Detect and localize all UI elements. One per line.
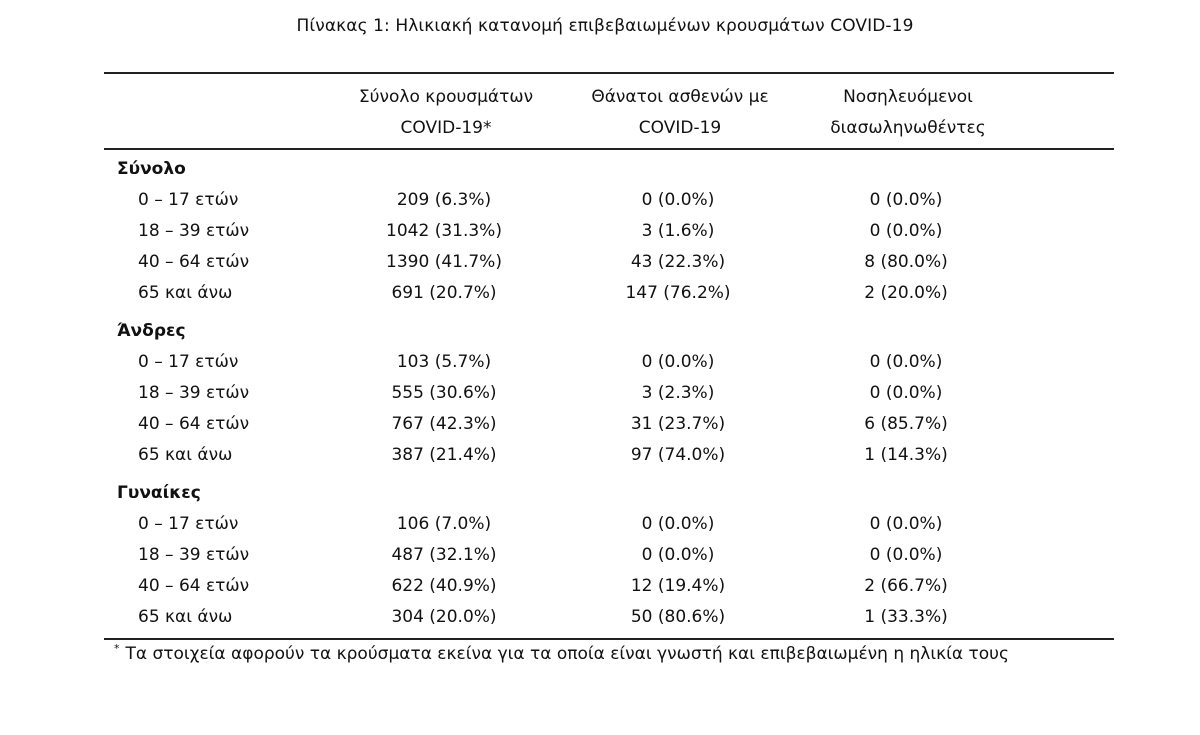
header-rule bbox=[104, 148, 1114, 150]
deaths-cell: 0 (0.0%) bbox=[641, 545, 715, 565]
deaths-cell: 97 (74.0%) bbox=[630, 445, 726, 465]
total-cases-cell: 487 (32.1%) bbox=[391, 545, 497, 565]
age-group-label: 40 – 64 ετών bbox=[138, 252, 250, 272]
column-header-line: COVID-19* bbox=[400, 118, 492, 138]
footnote-marker: * bbox=[114, 642, 120, 655]
total-cases-cell: 387 (21.4%) bbox=[391, 445, 497, 465]
column-header-deaths bbox=[578, 82, 782, 144]
total-cases-cell: 1042 (31.3%) bbox=[386, 221, 502, 241]
intubated-cell: 2 (66.7%) bbox=[864, 576, 948, 596]
total-cases-cell: 767 (42.3%) bbox=[391, 414, 497, 434]
age-group-label: 18 – 39 ετών bbox=[138, 383, 250, 403]
group-label-total: Σύνολο bbox=[117, 159, 186, 179]
total-cases-cell: 622 (40.9%) bbox=[391, 576, 497, 596]
intubated-cell: 0 (0.0%) bbox=[869, 190, 943, 210]
intubated-cell: 0 (0.0%) bbox=[869, 383, 943, 403]
total-cases-cell: 691 (20.7%) bbox=[391, 283, 497, 303]
table-row bbox=[104, 409, 1114, 440]
intubated-cell: 2 (20.0%) bbox=[864, 283, 948, 303]
table-row bbox=[104, 278, 1114, 309]
age-group-label: 0 – 17 ετών bbox=[138, 352, 239, 372]
deaths-cell: 43 (22.3%) bbox=[630, 252, 726, 272]
table-row bbox=[104, 347, 1114, 378]
column-header-line: Νοσηλευόμενοι bbox=[843, 87, 973, 107]
column-header-total-cases bbox=[344, 82, 548, 144]
age-group-label: 18 – 39 ετών bbox=[138, 221, 250, 241]
intubated-cell: 1 (33.3%) bbox=[864, 607, 948, 627]
deaths-cell: 0 (0.0%) bbox=[641, 514, 715, 534]
table-row bbox=[104, 602, 1114, 633]
intubated-cell: 0 (0.0%) bbox=[869, 514, 943, 534]
table-row bbox=[104, 247, 1114, 278]
table-row bbox=[104, 378, 1114, 409]
table-row bbox=[104, 540, 1114, 571]
age-group-label: 18 – 39 ετών bbox=[138, 545, 250, 565]
age-group-label: 65 και άνω bbox=[138, 607, 233, 627]
age-group-label: 0 – 17 ετών bbox=[138, 514, 239, 534]
footnote-text: Τα στοιχεία αφορούν τα κρούσματα εκείνα για τα οποία είναι γνωστή και επιβεβαιωμένη η ηλικία τους bbox=[125, 644, 1009, 664]
total-cases-cell: 209 (6.3%) bbox=[396, 190, 492, 210]
deaths-cell: 50 (80.6%) bbox=[630, 607, 726, 627]
age-group-label: 65 και άνω bbox=[138, 283, 233, 303]
deaths-cell: 3 (2.3%) bbox=[641, 383, 715, 403]
intubated-cell: 8 (80.0%) bbox=[864, 252, 948, 272]
deaths-cell: 147 (76.2%) bbox=[625, 283, 731, 303]
column-header-line: διασωληνωθέντες bbox=[830, 118, 986, 138]
intubated-cell: 6 (85.7%) bbox=[864, 414, 948, 434]
intubated-cell: 0 (0.0%) bbox=[869, 545, 943, 565]
column-header-line: Σύνολο κρουσμάτων bbox=[358, 87, 534, 107]
column-header-line: Θάνατοι ασθενών με bbox=[591, 87, 769, 107]
deaths-cell: 0 (0.0%) bbox=[641, 190, 715, 210]
intubated-cell: 0 (0.0%) bbox=[869, 221, 943, 241]
column-header-intubated bbox=[806, 82, 1010, 144]
age-group-label: 40 – 64 ετών bbox=[138, 414, 250, 434]
table-row bbox=[104, 509, 1114, 540]
age-group-label: 40 – 64 ετών bbox=[138, 576, 250, 596]
total-cases-cell: 103 (5.7%) bbox=[396, 352, 492, 372]
intubated-cell: 1 (14.3%) bbox=[864, 445, 948, 465]
deaths-cell: 12 (19.4%) bbox=[630, 576, 726, 596]
age-group-label: 0 – 17 ετών bbox=[138, 190, 239, 210]
deaths-cell: 0 (0.0%) bbox=[641, 352, 715, 372]
total-cases-cell: 106 (7.0%) bbox=[396, 514, 492, 534]
total-cases-cell: 304 (20.0%) bbox=[391, 607, 497, 627]
table-row bbox=[104, 571, 1114, 602]
deaths-cell: 3 (1.6%) bbox=[641, 221, 715, 241]
total-cases-cell: 1390 (41.7%) bbox=[386, 252, 502, 272]
column-header-line: COVID-19 bbox=[638, 118, 722, 138]
footnote bbox=[114, 644, 1009, 664]
table-title: Πίνακας 1: Ηλικιακή κατανομή επιβεβαιωμένων κρουσμάτων COVID-19 bbox=[296, 16, 914, 36]
table-row bbox=[104, 185, 1114, 216]
table-bottom-rule bbox=[104, 638, 1114, 640]
intubated-cell: 0 (0.0%) bbox=[869, 352, 943, 372]
group-label-men: Άνδρες bbox=[117, 321, 186, 341]
table-row bbox=[104, 216, 1114, 247]
table-top-rule bbox=[104, 72, 1114, 74]
table-row bbox=[104, 440, 1114, 471]
group-label-women: Γυναίκες bbox=[117, 483, 201, 503]
total-cases-cell: 555 (30.6%) bbox=[391, 383, 497, 403]
age-group-label: 65 και άνω bbox=[138, 445, 233, 465]
deaths-cell: 31 (23.7%) bbox=[630, 414, 726, 434]
